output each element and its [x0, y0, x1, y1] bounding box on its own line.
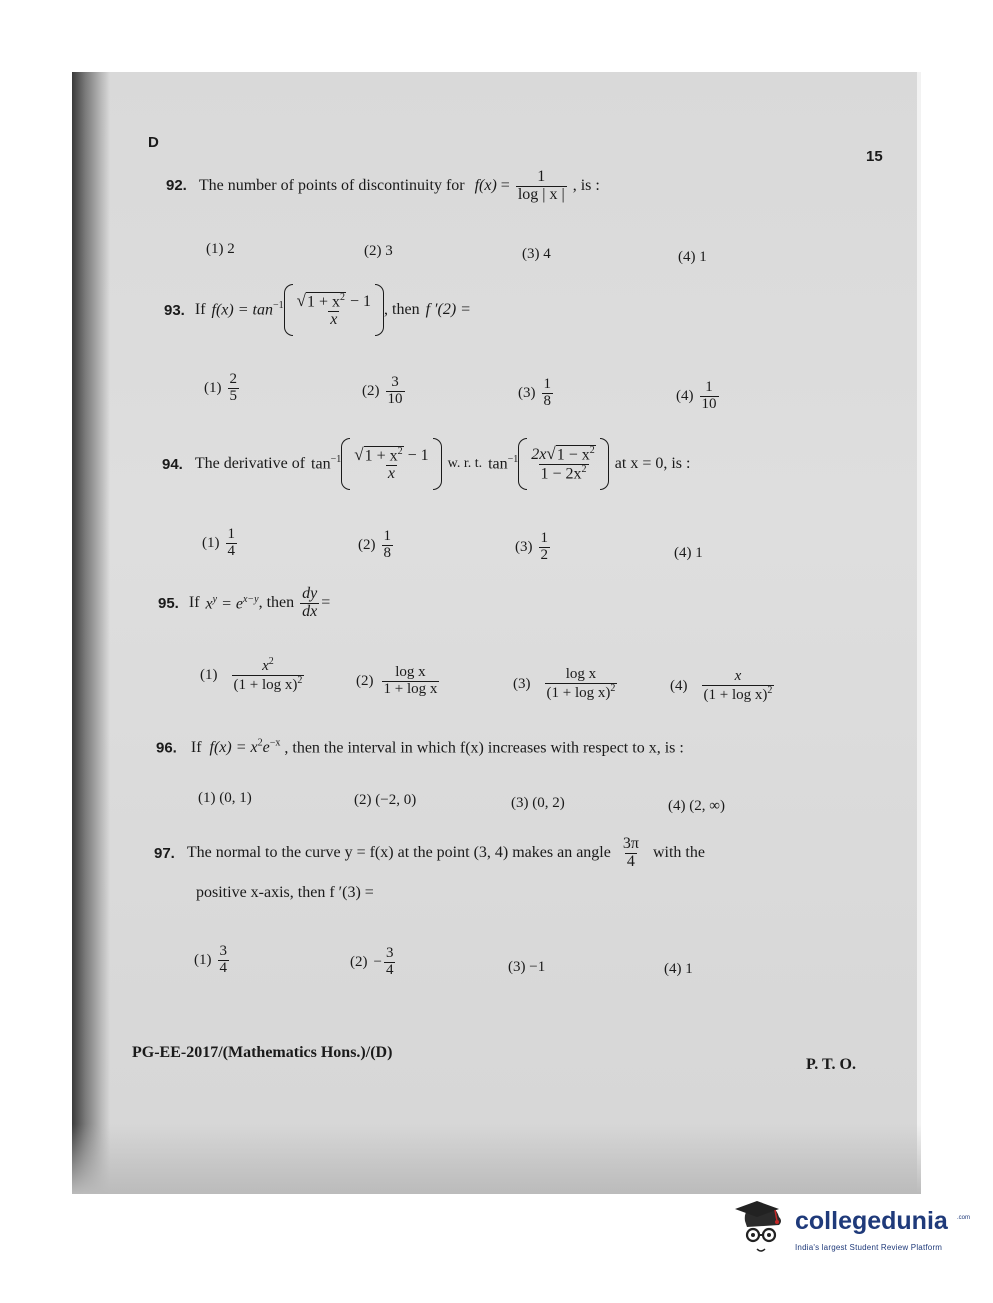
minus-one: − 1: [349, 292, 372, 310]
option: (3) 4: [522, 246, 551, 262]
question-92: 92. The number of points of discontinuity for f(x) = $\frac{1}{\log | x |}$ , is :: [166, 168, 600, 203]
fraction-denominator: log | x |: [517, 185, 565, 203]
option: (1) $\frac{1}{4}$: [202, 526, 235, 559]
option: (4) (2, ∞): [668, 798, 725, 814]
option: (2) $\frac{3}{10}$: [362, 374, 403, 407]
question-95: 95. If $x^y = e^{x-y}$ , then $\frac{dy}{dx}$ =: [158, 585, 331, 620]
option: (4) $\frac{x}{(1 + \log x)^2}$: [670, 668, 773, 703]
question-number: 93.: [164, 301, 185, 319]
mascot-icon: [735, 1199, 793, 1257]
option: (1) $\frac{3}{4}$: [194, 943, 227, 976]
question-text-continued: with the: [652, 844, 705, 862]
paper-code: PG-EE-2017/(Mathematics Hons.)/(D): [132, 1044, 393, 1061]
pto-label: P. T. O.: [806, 1056, 856, 1073]
inverse-exponent: −1: [272, 300, 284, 312]
fraction: $\frac{3\pi}{4}$: [622, 835, 639, 870]
option: (3) $\frac{1}{2}$: [515, 530, 548, 563]
function-notation: f(x) = tan: [211, 301, 273, 319]
sqrt-content: 1 + x: [364, 446, 398, 464]
option: (3) (0, 2): [511, 795, 565, 811]
parenthesized-expression: [341, 438, 441, 490]
question-number: 95.: [158, 594, 179, 612]
parenthesized-expression: [518, 438, 608, 490]
question-97: [154, 836, 705, 871]
question-96: 96. If $f(x) = x^2e^{-x}$ , then the interval in which f(x) increases with respect to x, is :: [156, 738, 684, 757]
question-94: 94. The derivative of $\tan^{-1}$ √ $1 + x^2$ − 1 x w. r. t. $\tan^{-1}$ 2x √ $1 - x^2$ $1 - 2x^2$ at x = 0, is :: [162, 438, 690, 490]
scanned-page: [72, 72, 921, 1194]
brand-tagline: India's largest Student Review Platform: [795, 1243, 943, 1252]
wrt-text: w. r. t.: [447, 456, 483, 471]
question-number: 96.: [156, 739, 177, 757]
option: (2) $\frac{1}{8}$: [358, 528, 391, 561]
option: (1) $\frac{x^2}{(1 + \log x)^2}$: [200, 656, 303, 693]
question-text: The number of points of discontinuity for: [198, 176, 465, 194]
question-tail: at x = 0, is :: [614, 455, 691, 472]
brand-domain: .com: [957, 1215, 971, 1221]
option: (1) $\frac{2}{5}$: [204, 371, 237, 404]
option: (4) 1: [674, 545, 703, 561]
option: (3) $\frac{\text{log x}}{(1 + \log x)^2}$: [513, 666, 616, 701]
fraction-numerator: 1: [537, 168, 546, 185]
fraction: [516, 169, 567, 204]
question-number: 92.: [166, 176, 187, 194]
option: (1) (0, 1): [198, 790, 252, 806]
option: (4) 1: [678, 249, 707, 265]
question-93: [164, 284, 471, 336]
brand-name: collegedunia: [795, 1207, 948, 1235]
option: (3) −1: [508, 959, 546, 975]
page-edge: [917, 72, 921, 1194]
option: (4) 1: [664, 961, 693, 977]
question-number: 94.: [162, 455, 183, 473]
option: (4) $\frac{1}{10}$: [676, 379, 717, 412]
question-text: , then the interval in which f(x) increases with respect to x, is :: [284, 739, 684, 757]
option: (1) 2: [206, 241, 235, 257]
tan-function: tan: [311, 455, 331, 473]
question-text-line2: positive x-axis, then f ′(3) =: [196, 884, 374, 901]
fraction: √ $1 + x^2$ − 1 x: [354, 444, 429, 482]
option: (2) 3: [364, 243, 393, 259]
question-text: The normal to the curve y = f(x) at the point (3, 4) makes an angle: [186, 844, 611, 862]
question-text: The derivative of: [194, 455, 306, 472]
scan-bottom-band: [72, 1124, 921, 1194]
then-text: , then: [258, 594, 295, 612]
option: (2) (−2, 0): [354, 792, 417, 808]
question-number: 97.: [154, 844, 175, 862]
fraction: $\frac{dy}{dx}$: [302, 585, 318, 620]
page-number: 15: [866, 148, 883, 165]
fraction: 2x √ $1 - x^2$ $1 - 2x^2$: [531, 443, 595, 483]
set-code: D: [148, 134, 159, 151]
question-prefix: If: [190, 739, 202, 757]
question-suffix: , is :: [572, 176, 600, 194]
question-prefix: If: [194, 301, 206, 318]
option: (3) $\frac{1}{8}$: [518, 376, 551, 409]
collegedunia-logo[interactable]: [735, 1197, 971, 1267]
fraction: √ $1 + x^2$ − 1 x: [296, 290, 372, 328]
derivative-notation: f ′(2) =: [425, 301, 471, 318]
option: (2) − $\frac{3}{4}$: [350, 945, 394, 978]
parenthesized-expression: [284, 284, 384, 336]
scan-shadow: [72, 72, 110, 1194]
fraction-denominator: x: [330, 310, 338, 328]
function-notation: f(x): [474, 176, 497, 194]
question-suffix: , then: [384, 301, 420, 318]
option: (2) $\frac{\text{log x}}{\text{1 + log x}}$: [356, 664, 438, 697]
sqrt-content: 1 + x: [306, 292, 340, 310]
question-prefix: If: [188, 594, 200, 612]
